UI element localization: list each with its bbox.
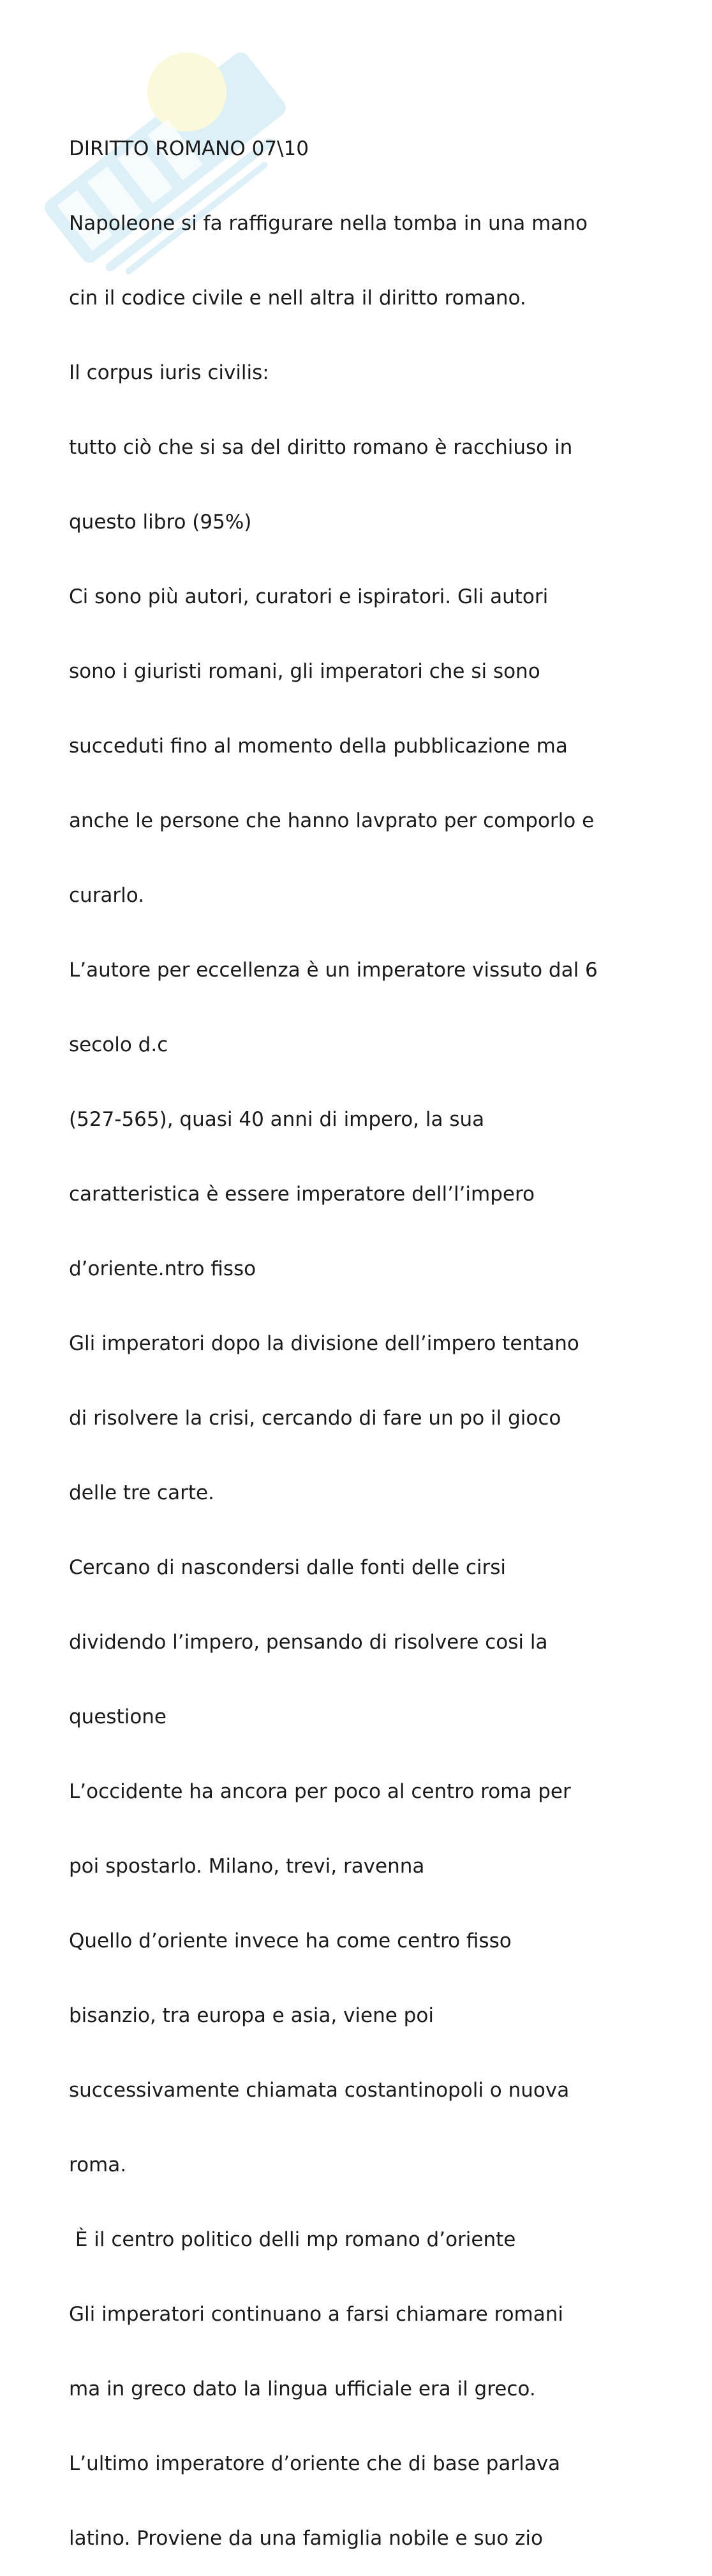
text-line: d’oriente.ntro fisso <box>69 1257 256 1280</box>
text-line: latino. Proviene da una famiglia nobile e suo zio <box>69 2527 543 2550</box>
text-line: tutto ciò che si sa del diritto romano è racchiuso in <box>69 436 573 459</box>
text-line: roma. <box>69 2153 127 2176</box>
text-line: dividendo l’impero, pensando di risolvere cosi la <box>69 1631 548 1654</box>
text-line: Napoleone si fa raffigurare nella tomba in una mano <box>69 212 588 235</box>
text-line: curarlo. <box>69 884 145 907</box>
text-line: questo libro (95%) <box>69 511 252 534</box>
text-line: caratteristica è essere imperatore dell’l’impero <box>69 1183 535 1206</box>
text-line: Cercano di nascondersi dalle fonti delle cirsi <box>69 1556 507 1579</box>
text-line: Quello d’oriente invece ha come centro fisso <box>69 1929 512 1952</box>
text-line: L’autore per eccellenza è un imperatore vissuto dal 6 <box>69 959 598 982</box>
text-line: L’occidente ha ancora per poco al centro roma per <box>69 1780 571 1803</box>
text-line: secolo d.c <box>69 1033 168 1056</box>
text-line: Gli imperatori continuano a farsi chiamare romani <box>69 2303 564 2326</box>
text-line: Il corpus iuris civilis: <box>69 361 269 384</box>
text-line: successivamente chiamata costantinopoli o nuova <box>69 2079 570 2102</box>
text-line: delle tre carte. <box>69 1481 214 1504</box>
text-line: sono i giuristi romani, gli imperatori che si sono <box>69 660 540 683</box>
text-line: cin il codice civile e nell altra il diritto romano. <box>69 287 526 310</box>
text-line: questione <box>69 1705 167 1728</box>
text-line: bisanzio, tra europa e asia, viene poi <box>69 2004 434 2027</box>
text-line: anche le persone che hanno lavprato per comporlo e <box>69 809 595 832</box>
text-line: (527-565), quasi 40 anni di impero, la sua <box>69 1108 485 1131</box>
text-line: Gli imperatori dopo la divisione dell’impero tentano <box>69 1332 579 1355</box>
text-line: succeduti fino al momento della pubblicazione ma <box>69 735 568 758</box>
document-title: DIRITTO ROMANO 07\10 <box>69 137 309 160</box>
text-line: di risolvere la crisi, cercando di fare un po il gioco <box>69 1407 561 1430</box>
text-line: È il centro politico delli mp romano d’oriente <box>69 2228 516 2251</box>
document-body <box>69 87 681 2576</box>
text-line: Ci sono più autori, curatori e ispiratori. Gli autori <box>69 585 549 608</box>
text-line: L’ultimo imperatore d’oriente che di base parlava <box>69 2452 561 2475</box>
text-line: ma in greco dato la lingua ufficiale era il greco. <box>69 2378 536 2400</box>
text-line: poi spostarlo. Milano, trevi, ravenna <box>69 1855 425 1878</box>
